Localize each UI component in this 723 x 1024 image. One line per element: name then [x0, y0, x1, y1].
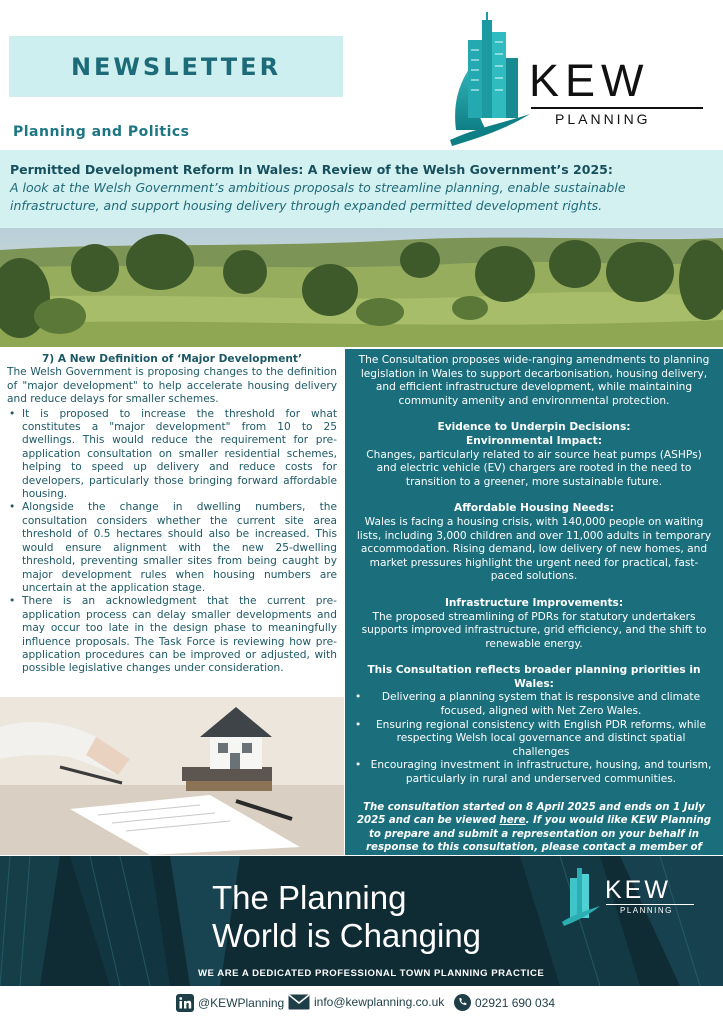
list-item: • Delivering a planning system that is responsive and climate focused, aligned with Net Zero Wales. [355, 691, 713, 718]
consultation-link[interactable]: here [499, 815, 526, 827]
newsletter-label: NEWSLETTER [70, 52, 282, 81]
phone-contact[interactable] [454, 994, 555, 1011]
major-development-section [0, 349, 344, 695]
list-item: • There is an acknowledgment that the current pre-application process can delay smaller developments and may occur too late in the design phase to meaningfully influence proposals. The Task Force is reviewing how pre-application procedures can be improved or adjusted, with possible legislative changes under consideration. [7, 595, 337, 675]
banner-title-line: The Planning [212, 879, 407, 916]
closing-text-end: . If you would like KEW Planning to prepare and submit a representation on your behalf in response to this consultation, please contact a member of [366, 815, 712, 854]
list-item: • Encouraging investment in infrastructure, housing, and tourism, particularly in rural and underserved communities. [355, 759, 713, 786]
consultation-intro: The Consultation proposes wide-ranging amendments to planning legislation in Wales to support decarbonisation, housing delivery, and efficient infrastructure development, while maintaining community amenity and environmental protection. [358, 354, 710, 407]
housing-text: Wales is facing a housing crisis, with 140,000 people on waiting lists, including 3,000 children and over 11,000 adults in temporary accommodation. Rising demand, low delivery of new homes, and market pressures highlight the urgent need for practical, fast-paced solutions. [356, 515, 712, 583]
banner-logo-rule [606, 904, 694, 905]
linkedin-icon [176, 994, 194, 1012]
logo-subtitle: PLANNING [555, 111, 651, 127]
infrastructure-heading: Infrastructure Improvements: [444, 596, 624, 609]
email-address: info@kewplanning.co.uk [314, 995, 445, 1009]
priorities-heading: This Consultation reflects broader planning priorities in Wales: [367, 664, 701, 690]
newsletter-badge [9, 36, 343, 97]
section-title: Planning and Politics [13, 124, 190, 140]
phone-number: 02921 690 034 [475, 995, 556, 1010]
phone-icon [454, 994, 471, 1011]
envelope-icon [288, 994, 310, 1010]
article-subtitle: A look at the Welsh Government’s ambitious proposals to streamline planning, enable sustainable infrastructure, and support housing delivery through expanded permitted development rights. [10, 180, 626, 213]
consultation-panel [345, 349, 723, 855]
evidence-heading: Evidence to Underpin Decisions: [437, 421, 631, 434]
bullet-list [7, 408, 337, 676]
house-model-photo [0, 697, 344, 855]
contact-footer [0, 986, 723, 1024]
article-headline: Permitted Development Reform In Wales: A Review of the Welsh Government’s 2025: [10, 162, 613, 177]
environmental-text: Changes, particularly related to air source heat pumps (ASHPs) and electric vehicle (EV) chargers are rooted in the need to transition to a greener, more sustainable future. [366, 448, 702, 488]
banner-tagline: WE ARE A DEDICATED PROFESSIONAL TOWN PLANNING PRACTICE [198, 968, 545, 979]
countryside-photo [0, 228, 723, 347]
list-item: • Alongside the change in dwelling numbers, the consultation considers whether the current site area threshold of 0.5 hectares should also be increased. This would ensure alignment with the new 25-dwelling threshold, preventing smaller sites from being caught by major development rules when housing numbers are uncertain at the application stage. [7, 501, 337, 595]
section-lead: The Welsh Government is proposing changes to the definition of "major development" to help accelerate housing delivery and reduce delays for smaller schemes. [7, 366, 337, 406]
linkedin-handle: @KEWPlanning [198, 996, 285, 1010]
banner-logo-wordmark: KEW [605, 876, 671, 904]
housing-heading: Affordable Housing Needs: [454, 502, 614, 515]
logo-wordmark: KEW [529, 55, 650, 106]
list-item: • It is proposed to increase the threshold for what constitutes a "major development" from 10 to 25 dwellings. This would reduce the requirement for pre-application consultation on smaller residential schemes, helping to speed up delivery and reduce costs for developers, particularly those bringing forward affordable housing. [7, 408, 337, 502]
intro-band [0, 150, 723, 228]
priorities-list [355, 691, 713, 786]
environmental-heading: Environmental Impact: [466, 434, 602, 447]
banner-title [212, 879, 481, 955]
linkedin-contact[interactable] [176, 994, 284, 1012]
infrastructure-text: The proposed streamlining of PDRs for statutory undertakers supports improved infrastructure, grid efficiency, and the shift to renewable energy. [361, 610, 707, 650]
section-heading: 7) A New Definition of ‘Major Development’ [41, 353, 303, 365]
email-contact[interactable] [288, 994, 444, 1010]
list-item: • Ensuring regional consistency with English PDR reforms, while respecting Welsh local governance and distinct spatial challenges [355, 719, 713, 760]
banner-title-line: World is Changing [212, 917, 482, 954]
banner-logo-subtitle: PLANNING [620, 906, 673, 915]
closing-text-start: The consultation started on 8 April 2025 and ends on 1 July 2025 and can be viewed [356, 801, 705, 827]
logo-rule [531, 107, 703, 109]
